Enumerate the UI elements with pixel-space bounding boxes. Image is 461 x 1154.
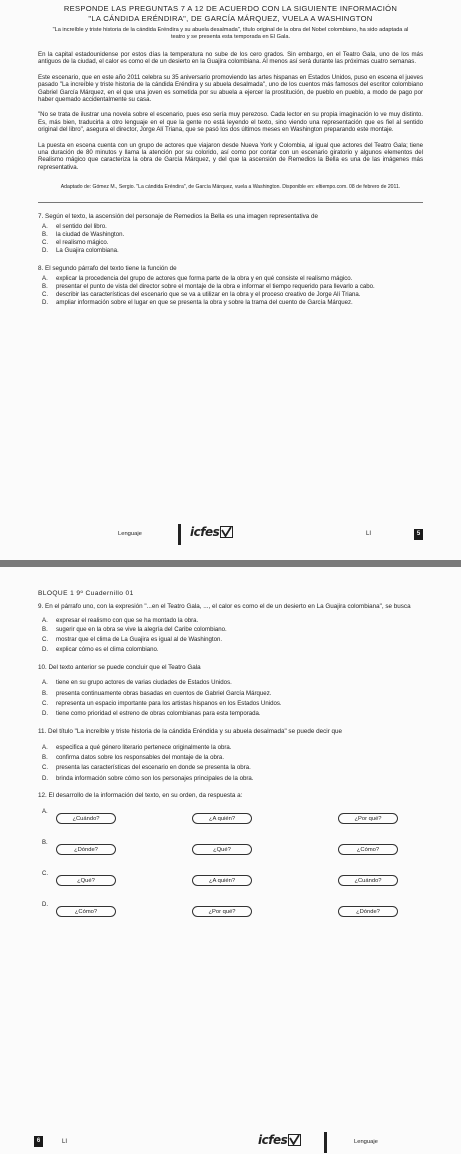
option-letter: D. — [42, 298, 49, 306]
answer-option-b[interactable] — [42, 232, 423, 239]
option-text: representa un espacio importante para los artistas hispanos en los Estados Unidos. — [56, 699, 282, 707]
icfes-logo — [190, 525, 233, 539]
option-text: ampliar información sobre el lugar en que se presenta la obra y sobre la trama del cuento de García Márquez. — [56, 298, 353, 306]
option-text: explicar la procedencia del grupo de actores que forma parte de la obra y en qué consiste el realismo mágico. — [56, 275, 353, 283]
option-letter: C. — [42, 636, 49, 644]
footer-divider — [178, 524, 181, 545]
answer-option-a[interactable] — [42, 224, 423, 231]
option-letter: B. — [42, 283, 48, 291]
answer-option-d[interactable] — [42, 711, 423, 718]
footer-subject: Lenguaje — [354, 1139, 378, 1145]
option-text: presenta continuamente obras basadas en cuentos de Gabriel García Márquez. — [56, 689, 272, 697]
answer-option-a[interactable] — [42, 680, 423, 687]
option-text: la ciudad de Washington. — [56, 231, 125, 239]
option-letter: A. — [42, 223, 48, 231]
option-letter: C. — [42, 870, 48, 877]
option-text: el sentido del libro. — [56, 223, 107, 231]
option-letter: C. — [42, 699, 49, 707]
question-word-box: ¿Qué? — [192, 844, 252, 855]
option-letter: D. — [42, 774, 49, 782]
option-letter: A. — [42, 808, 48, 815]
option-text: La Guajira colombiana. — [56, 246, 119, 254]
answer-option-a[interactable] — [42, 276, 423, 283]
answer-option-c[interactable] — [42, 701, 423, 708]
answer-grid — [38, 808, 423, 929]
booklet-label: BLOQUE 1 9º Cuadernillo 01 — [38, 590, 134, 597]
answer-option-d[interactable] — [42, 647, 423, 654]
option-text: expresar el realismo con que se ha montado la obra. — [56, 616, 199, 624]
option-letter: A. — [42, 679, 48, 687]
option-letter: D. — [42, 710, 49, 718]
question-stem: 12. El desarrollo de la información del texto, en su orden, da respuesta a: — [38, 792, 243, 800]
option-text: sugerir que en la obra se vive la alegría del Caribe colombiano. — [56, 626, 227, 634]
source-citation: Adaptado de: Gómez M., Sergio. "La cándida Eréndira", de García Márquez, vuela a Washington. Disponible en: eltiempo.com. 08 de febrero de 2011. — [60, 184, 401, 191]
option-letter: B. — [42, 839, 48, 846]
page-footer — [0, 1132, 461, 1154]
question-stem: 9. En el párrafo uno, con la expresión "...en el Teatro Gala, ..., el calor es como el de un desierto en La Guajira colombiana", se busca — [38, 603, 411, 610]
article-paragraph-2: Este escenario, que en este año 2011 celebra su 35 aniversario promoviendo las artes hispanas en Estados Unidos, puso en escena el jueves pasado "La increíble y triste historia de la cándida Eréndira y su abuela desalmada", uno de los cuentos más famosos del escritor colombiano Gabriel García Márquez, en el que una joven es sometida por su abuela a ejercer la prostitución, de pueblo en pueblo, a modo de pago por haber quemado accidentalmente su casa. — [38, 73, 423, 104]
option-text: el realismo mágico. — [56, 239, 109, 247]
answer-option-b[interactable] — [42, 755, 423, 762]
question-word-box: ¿Dónde? — [56, 844, 116, 855]
question-11 — [38, 728, 423, 782]
grid-option-b[interactable] — [38, 839, 423, 867]
question-word-box: ¿Por qué? — [338, 813, 398, 824]
answer-option-c[interactable] — [42, 765, 423, 772]
option-letter: C. — [42, 764, 49, 772]
option-letter: C. — [42, 290, 49, 298]
option-letter: D. — [42, 901, 48, 908]
footer-subject: Lenguaje — [118, 531, 142, 537]
article-subtitle: "La increíble y triste historia de la cándida Eréndira y su abuela desalmada", título original de la obra del Nobel colombiano, ha sido adaptada al teatro y se presenta esta temporada en El Gala. — [52, 27, 409, 40]
question-word-box: ¿Dónde? — [338, 906, 398, 917]
icfes-logo-text: icfes — [190, 525, 220, 539]
answer-option-d[interactable] — [42, 776, 423, 783]
question-word-box: ¿Cuándo? — [56, 813, 116, 824]
question-stem: 11. Del título "La increíble y triste historia de la cándida Eréndida y su abuela desalmada" se puede decir que — [38, 728, 342, 736]
option-letter: B. — [42, 753, 48, 761]
exam-page-5 — [0, 0, 461, 560]
question-word-box: ¿A quién? — [192, 875, 252, 886]
answer-option-b[interactable] — [42, 691, 423, 698]
answer-option-d[interactable] — [42, 300, 423, 307]
grid-option-a[interactable] — [38, 808, 423, 836]
option-text: especifica a qué género literario pertenece originalmente la obra. — [56, 743, 232, 751]
option-text: describir las características del escenario que se va a utilizar en la obra y el proceso creativo de Jorge Alí Triana. — [56, 290, 361, 298]
article-paragraph-1: En la capital estadounidense por estos días la temperatura no sube de los cero grados. Sin embargo, en el Teatro Gala, uno de los más antiguos de la ciudad, el calor es como el de un desierto en la Guajira colombiana. Al menos así será durante las próximas cuatro semanas. — [38, 51, 423, 66]
answer-option-b[interactable] — [42, 627, 423, 634]
option-letter: D. — [42, 645, 49, 653]
footer-divider — [324, 1132, 327, 1153]
question-word-box: ¿Por qué? — [192, 906, 252, 917]
option-text: brinda información sobre cómo son los personajes principales de la obra. — [56, 774, 254, 782]
page-footer — [0, 524, 461, 546]
question-12 — [38, 792, 423, 929]
answer-option-c[interactable] — [42, 240, 423, 247]
check-mark-icon — [220, 526, 233, 538]
question-word-box: ¿Cómo? — [56, 906, 116, 917]
option-letter: D. — [42, 246, 49, 254]
footer-code: LI — [366, 531, 372, 537]
question-word-box: ¿Cómo? — [338, 844, 398, 855]
icfes-logo — [258, 1133, 301, 1147]
option-letter: B. — [42, 231, 48, 239]
question-stem: 10. Del texto anterior se puede concluir que el Teatro Gala — [38, 663, 201, 671]
question-word-box: ¿A quién? — [192, 813, 252, 824]
section-divider — [38, 202, 423, 203]
article-paragraph-3: "No se trata de ilustrar una novela sobre el escenario, pues eso sería muy perezoso. Cada lector en su propia imaginación lo ve muy distinto. Es, más bien, traducirla a otro lenguaje en el que la gente no está leyendo el texto, sino viendo una representación que es fiel al sentido original del libro", asegura el director, Jorge Alí Triana, que se pasó los dos últimos meses en Washington preparando este montaje. — [38, 111, 423, 134]
question-10 — [38, 664, 423, 718]
page-number: 5 — [414, 529, 423, 540]
reading-instructions-header: RESPONDE LAS PREGUNTAS 7 A 12 DE ACUERDO CON LA SIGUIENTE INFORMACIÓN — [63, 4, 398, 13]
answer-option-a[interactable] — [42, 745, 423, 752]
option-letter: A. — [42, 743, 48, 751]
footer-code: LI — [62, 1139, 68, 1145]
icfes-logo-text: icfes — [258, 1133, 288, 1147]
option-text: presentar el punto de vista del director sobre el montaje de la obra e informar el tiempo requerido para llevarlo a cabo. — [56, 283, 375, 291]
grid-option-d[interactable] — [38, 901, 423, 929]
option-text: confirma datos sobre los responsables del montaje de la obra. — [56, 753, 225, 761]
option-letter: A. — [42, 616, 48, 624]
option-letter: B. — [42, 626, 48, 634]
option-text: mostrar que el clima de La Guajira es igual al de Washington. — [56, 636, 223, 644]
question-7 — [38, 213, 423, 255]
answer-option-c[interactable] — [42, 292, 423, 299]
question-9 — [38, 603, 423, 654]
option-text: tiene como prioridad el estreno de obras colombianas para esta temporada. — [56, 710, 261, 718]
option-text: tiene en su grupo actores de varias ciudades de Estados Unidos. — [56, 679, 232, 687]
article-title: "LA CÁNDIDA ERÉNDIRA", DE GARCÍA MÁRQUEZ, VUELA A WASHINGTON — [88, 14, 373, 23]
answer-option-a[interactable] — [42, 618, 423, 625]
answer-option-d[interactable] — [42, 248, 423, 255]
article-paragraph-4: La puesta en escena cuenta con un grupo de actores que viajaron desde Nueva York y Colombia, al igual que actores del Teatro Gala; tiene una duración de 80 minutos y llama la atención por su colorido, así como por contar con un escenario giratorio y algunos elementos del Realismo mágico que caracteriza la obra de García Márquez, y del que la ascensión de Remedios la Bella es una de las imágenes más representativa. — [38, 141, 423, 171]
page-number: 6 — [34, 1136, 43, 1147]
question-stem: 7. Según el texto, la ascensión del personaje de Remedios la Bella es una imagen representativa de — [38, 212, 319, 220]
option-text: explicar cómo es el clima colombiano. — [56, 645, 159, 653]
grid-option-c[interactable] — [38, 870, 423, 898]
option-text: presenta las características del escenario en donde se presenta la obra. — [56, 764, 251, 772]
answer-option-b[interactable] — [42, 284, 423, 291]
question-stem: 8. El segundo párrafo del texto tiene la función de — [38, 264, 177, 272]
check-mark-icon — [288, 1134, 301, 1146]
question-word-box: ¿Qué? — [56, 875, 116, 886]
answer-option-c[interactable] — [42, 637, 423, 644]
question-word-box: ¿Cuándo? — [338, 875, 398, 886]
option-letter: C. — [42, 239, 49, 247]
option-letter: A. — [42, 275, 48, 283]
exam-page-6 — [0, 567, 461, 1154]
option-letter: B. — [42, 689, 48, 697]
question-8 — [38, 265, 423, 307]
